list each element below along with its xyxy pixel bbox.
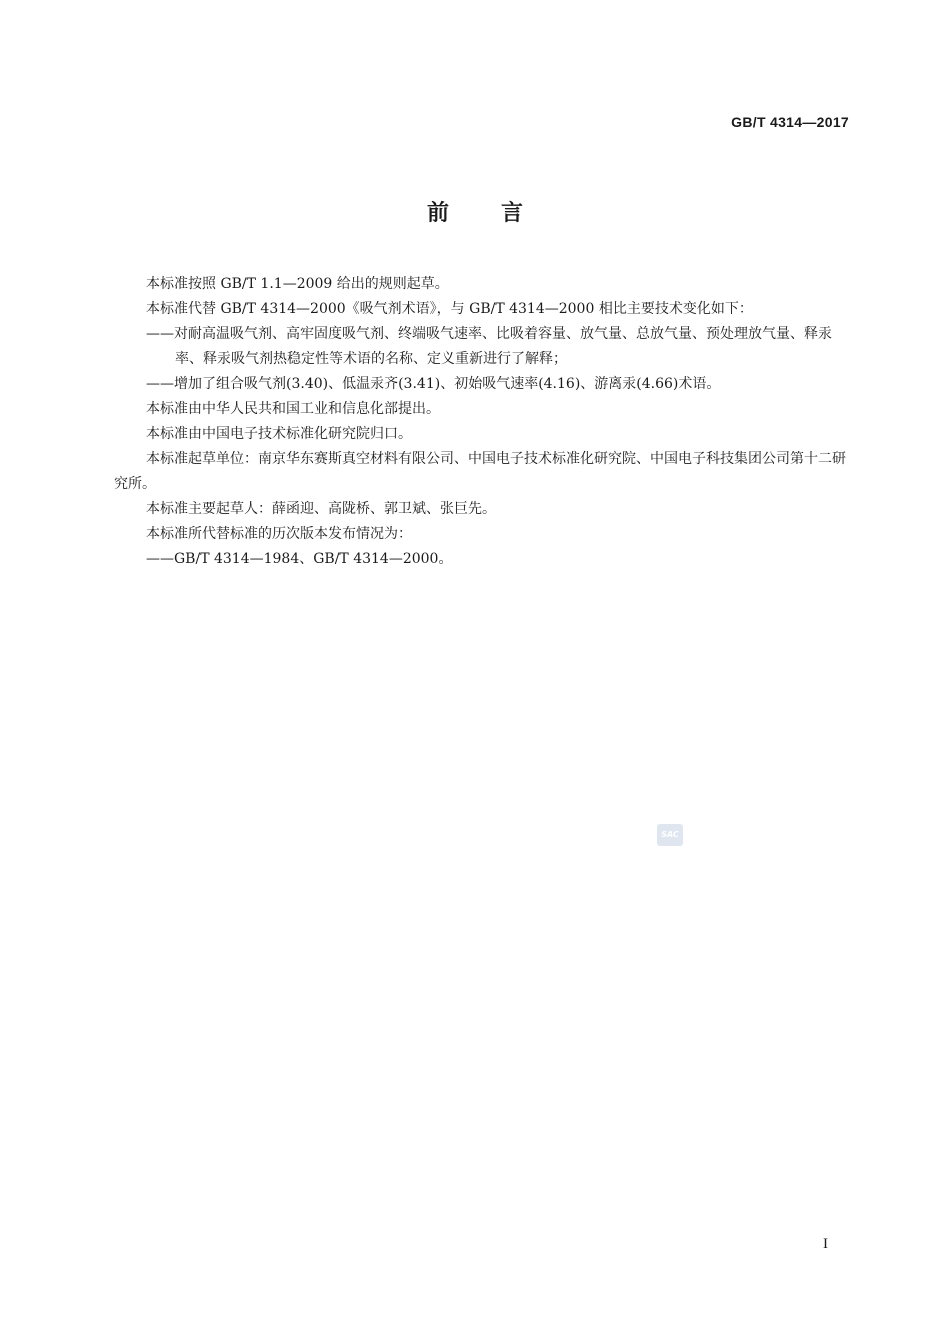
paragraph-administrator: 本标准由中国电子技术标准化研究院归口。 [146, 426, 412, 442]
paragraph-drafting-rules: 本标准按照 GB/T 1.1—2009 给出的规则起草。 [146, 276, 449, 292]
paragraph-history-versions: ——GB/T 4314—1984、GB/T 4314—2000。 [146, 551, 453, 567]
change-item-added-terms: ——增加了组合吸气剂(3.40)、低温汞齐(3.41)、初始吸气速率(4.16)、游离汞(4.66)术语。 [146, 376, 721, 392]
paragraph-proposer: 本标准由中华人民共和国工业和信息化部提出。 [146, 401, 440, 417]
paragraph-drafting-units: 本标准起草单位：南京华东赛斯真空材料有限公司、中国电子技术标准化研究院、中国电子科技集团公司第十二研究所。 [114, 451, 846, 492]
change-item-redefined-terms: ——对耐高温吸气剂、高牢固度吸气剂、终端吸气速率、比吸着容量、放气量、总放气量、预处理放气量、释汞率、释汞吸气剂热稳定性等术语的名称、定义重新进行了解释； [146, 326, 832, 367]
paragraph-history-intro: 本标准所代替标准的历次版本发布情况为： [146, 526, 412, 542]
page-title: 前言 [426, 201, 575, 226]
page-number: I [823, 1236, 828, 1252]
sac-watermark-logo: SAC [657, 824, 683, 846]
paragraph-drafters: 本标准主要起草人：薛函迎、高陇桥、郭卫斌、张巨先。 [146, 501, 496, 517]
standard-code: GB/T 4314—2017 [731, 114, 849, 130]
foreword-body [114, 272, 850, 572]
paragraph-replacement: 本标准代替 GB/T 4314—2000《吸气剂术语》，与 GB/T 4314—2000 相比主要技术变化如下： [146, 301, 753, 317]
